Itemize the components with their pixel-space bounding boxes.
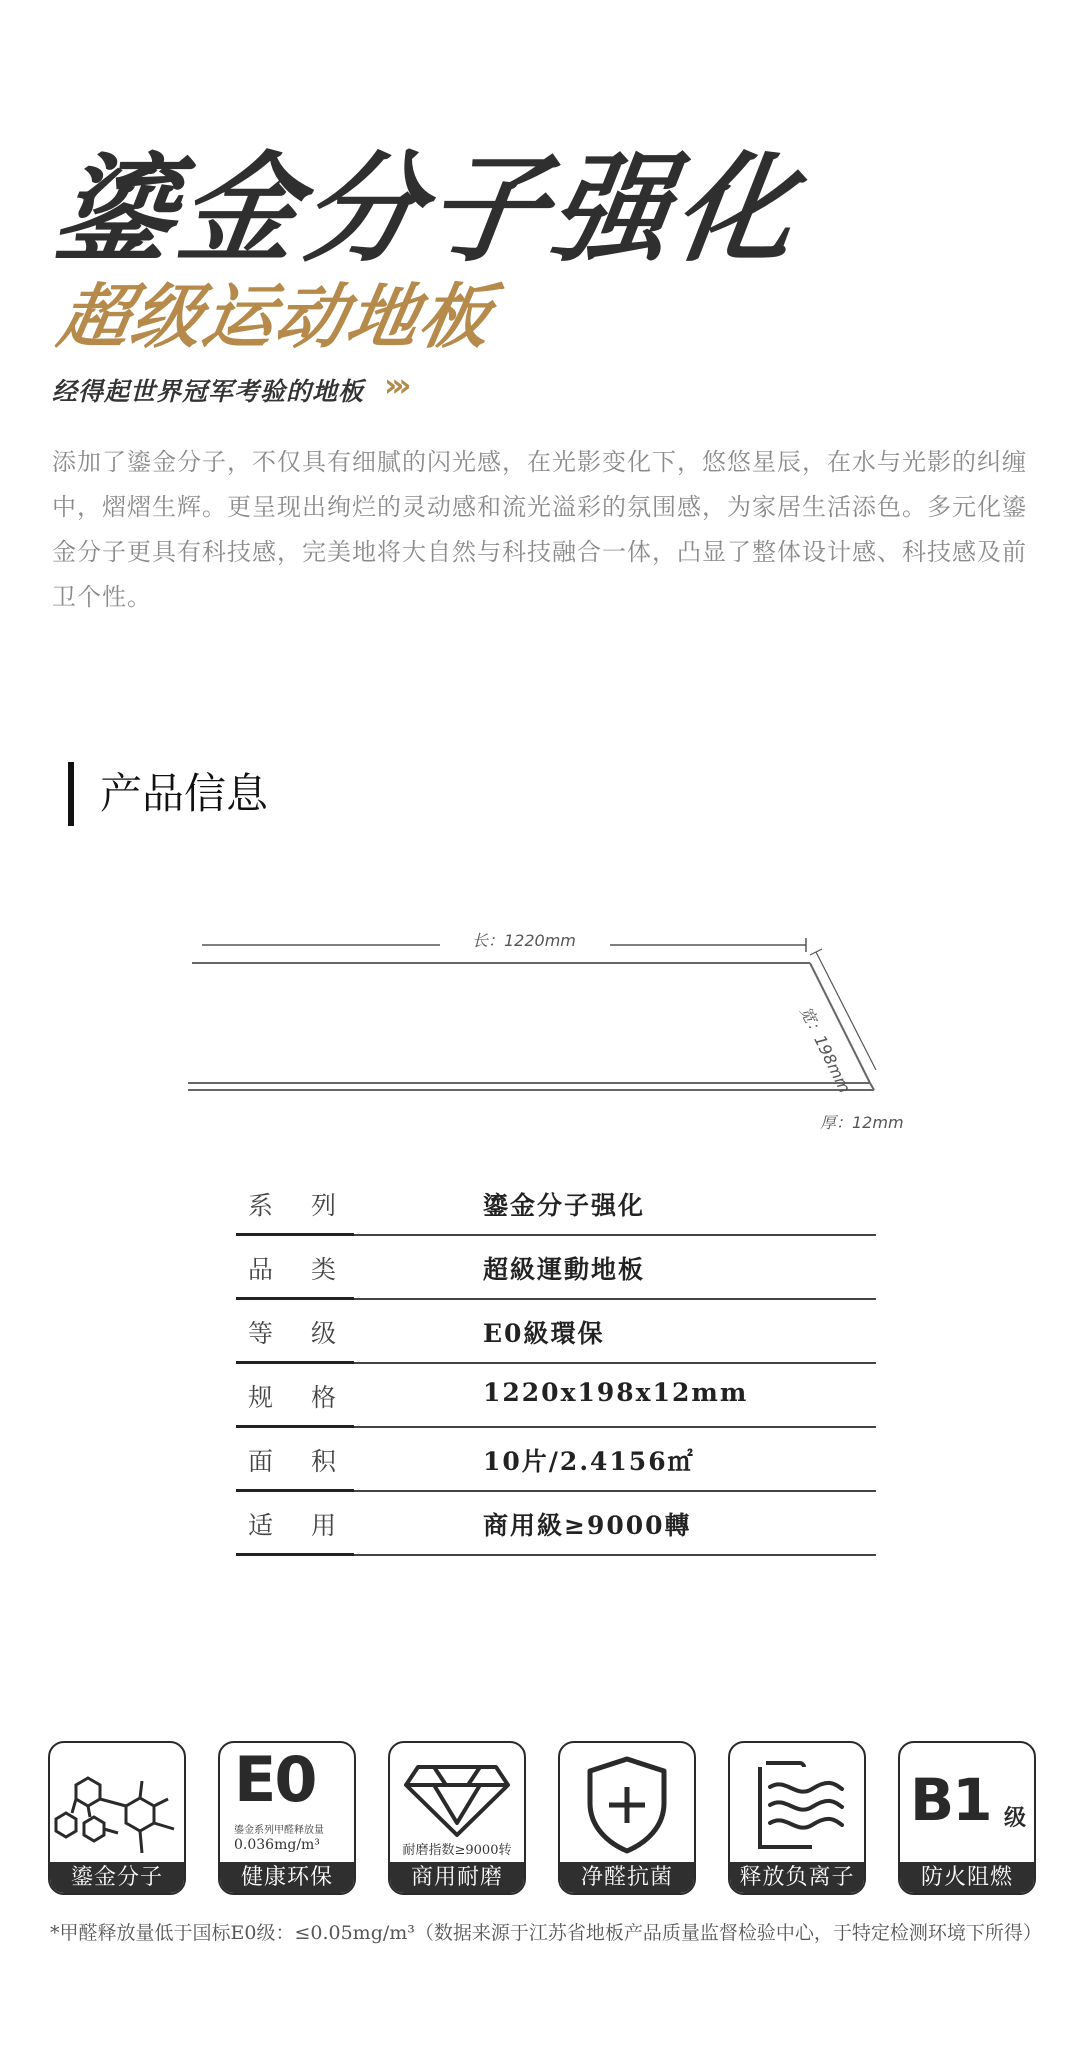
spec-key: 规格 bbox=[248, 1383, 375, 1412]
feature-badges bbox=[48, 1741, 1032, 1893]
footnote: *甲醛释放量低于国标E0级：≤0.05mg/m³（数据来源于江苏省地板产品质量监督检验中心，于特定检测环境下所得） bbox=[50, 1922, 1042, 1944]
e0-caption: 鎏金系列甲醛释放量 bbox=[234, 1825, 324, 1836]
badge-e0 bbox=[218, 1741, 356, 1895]
b1-icon: B1 bbox=[910, 1766, 991, 1834]
spec-key: 等级 bbox=[248, 1319, 375, 1348]
spec-value: 10片/2.4156㎡ bbox=[483, 1447, 695, 1476]
diamond-caption: 耐磨指数≥9000转 bbox=[402, 1843, 512, 1858]
waves-icon bbox=[730, 1743, 864, 1863]
spec-row bbox=[236, 1172, 876, 1236]
hero-subtitle: 超级运动地板 bbox=[52, 276, 500, 358]
spec-row bbox=[236, 1492, 876, 1556]
section-title: 产品信息 bbox=[100, 769, 269, 818]
badge-waves bbox=[728, 1741, 866, 1895]
spec-key-underline bbox=[236, 1553, 354, 1556]
section-accent-bar bbox=[68, 762, 74, 826]
spec-row bbox=[236, 1364, 876, 1428]
shield-plus-icon bbox=[560, 1743, 694, 1863]
spec-key: 面积 bbox=[248, 1447, 375, 1476]
spec-row bbox=[236, 1236, 876, 1300]
spec-value: 1220x198x12mm bbox=[483, 1378, 749, 1407]
chevron-right-icon: ››› bbox=[384, 366, 406, 404]
spec-key: 适用 bbox=[248, 1511, 375, 1540]
e0-value: 0.036mg/m³ bbox=[234, 1837, 320, 1853]
badge-shield bbox=[558, 1741, 696, 1895]
hero-title: 鎏金分子强化 bbox=[46, 140, 810, 278]
badge-label: 鎏金分子 bbox=[50, 1862, 184, 1893]
spec-value: E0級環保 bbox=[483, 1319, 605, 1348]
badge-label: 商用耐磨 bbox=[390, 1862, 524, 1893]
b1-grade: 级 bbox=[1004, 1805, 1027, 1831]
badge-diamond bbox=[388, 1741, 526, 1895]
badge-label: 释放负离子 bbox=[730, 1862, 864, 1893]
thickness-label: 厚：12mm bbox=[820, 1113, 904, 1132]
badge-b1 bbox=[898, 1741, 1036, 1895]
badge-label: 防火阻燃 bbox=[900, 1862, 1034, 1893]
plank-diagram bbox=[180, 918, 920, 1138]
spec-value: 鎏金分子强化 bbox=[483, 1191, 646, 1220]
badge-molecule bbox=[48, 1741, 186, 1895]
spec-value: 商用級≥9000轉 bbox=[483, 1511, 692, 1540]
spec-row bbox=[236, 1428, 876, 1492]
spec-row bbox=[236, 1300, 876, 1364]
intro-paragraph: 添加了鎏金分子，不仅具有细腻的闪光感，在光影变化下，悠悠星辰，在水与光影的纠缠中，熠熠生辉。更呈现出绚烂的灵动感和流光溢彩的氛围感，为家居生活添色。多元化鎏金分子更具有科技感，完美地将大自然与科技融合一体，凸显了整体设计感、科技感及前卫个性。 bbox=[52, 448, 1027, 611]
e0-icon: E0 bbox=[234, 1743, 316, 1816]
badge-label: 健康环保 bbox=[220, 1862, 354, 1893]
badge-label: 净醛抗菌 bbox=[560, 1862, 694, 1893]
spec-value: 超級運動地板 bbox=[483, 1255, 646, 1284]
molecule-icon bbox=[50, 1743, 184, 1863]
spec-key: 品类 bbox=[248, 1255, 375, 1284]
hero-tagline: 经得起世界冠军考验的地板 bbox=[52, 377, 365, 406]
width-label: 宽：198mm bbox=[796, 1003, 855, 1096]
spec-table bbox=[236, 1172, 876, 1556]
spec-key: 系列 bbox=[248, 1191, 375, 1220]
length-label: 长：1220mm bbox=[472, 931, 576, 950]
